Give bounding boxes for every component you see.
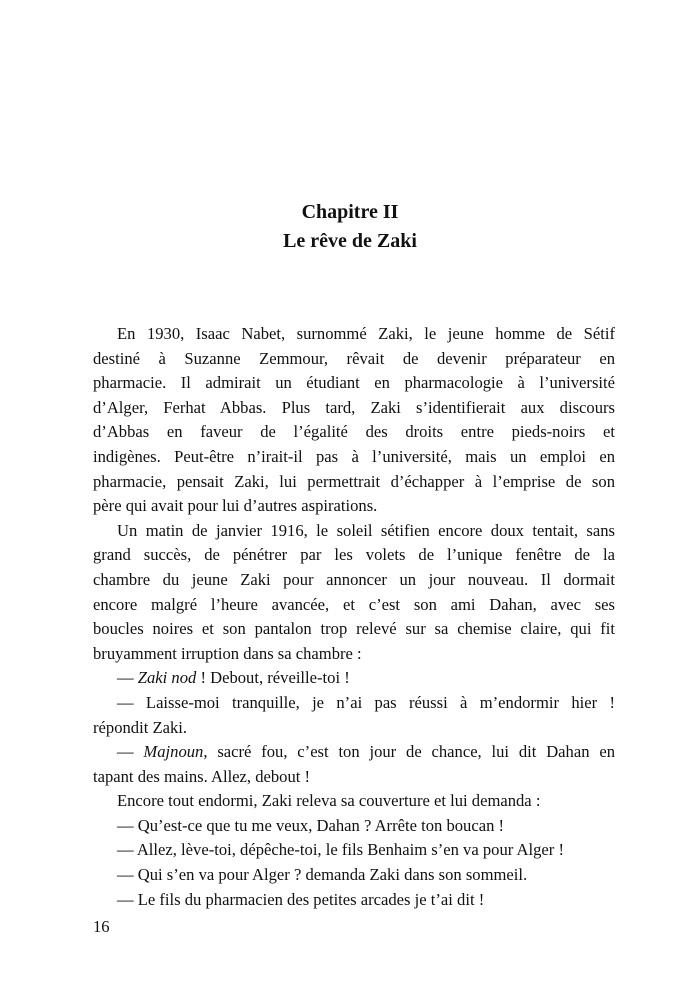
page-number: 16 <box>93 917 110 936</box>
dialogue-dash: — <box>117 742 144 762</box>
text-line: d’Abbas en faveur de l’égalité des droits entre pieds-noirs et <box>93 422 615 442</box>
italic-word: Majnoun <box>143 742 204 762</box>
italic-word: Zaki nod <box>137 668 197 688</box>
body-text <box>93 322 615 912</box>
dialogue-line: — Qui s’en va pour Alger ? demanda Zaki dans son sommeil. <box>117 865 528 885</box>
dialogue-dash: — <box>117 668 138 688</box>
chapter-title: Le rêve de Zaki <box>283 230 417 252</box>
dialogue-text: , sacré fou, c’est ton jour de chance, lui dit Dahan en <box>203 742 615 762</box>
text-line: chambre du jeune Zaki pour annoncer un jour nouveau. Il dormait <box>93 569 615 589</box>
dialogue-line: — Laisse-moi tranquille, je n’ai pas réussi à m’endormir hier ! <box>117 692 615 712</box>
dialogue-line <box>93 666 615 691</box>
dialogue-line: — Allez, lève-toi, dépêche-toi, le fils Benhaim s’en va pour Alger ! <box>117 840 564 860</box>
text-line: pharmacie, pensait Zaki, lui permettrait d’échapper à l’emprise de son <box>93 471 615 491</box>
text-line: tapant des mains. Allez, debout ! <box>93 766 311 786</box>
text-line: destiné à Suzanne Zemmour, rêvait de devenir préparateur en <box>93 348 615 368</box>
text-line: encore malgré l’heure avancée, et c’est son ami Dahan, avec ses <box>93 594 615 614</box>
text-line: bruyamment irruption dans sa chambre : <box>93 643 362 663</box>
text-line: Un matin de janvier 1916, le soleil sétifien encore doux tentait, sans <box>117 520 615 540</box>
text-line: répondit Zaki. <box>93 717 188 737</box>
text-line: Encore tout endormi, Zaki releva sa couverture et lui demanda : <box>117 791 541 811</box>
text-line: boucles noires et son pantalon trop relevé sur sa chemise claire, qui fit <box>93 619 615 639</box>
text-line: d’Alger, Ferhat Abbas. Plus tard, Zaki s’identifierait aux discours <box>93 397 615 417</box>
dialogue-line: — Qu’est-ce que tu me veux, Dahan ? Arrête ton boucan ! <box>117 815 505 835</box>
dialogue-line <box>93 740 615 765</box>
chapter-heading <box>0 198 700 256</box>
text-line: En 1930, Isaac Nabet, surnommé Zaki, le jeune homme de Sétif <box>117 324 615 343</box>
chapter-number: Chapitre II <box>301 201 399 223</box>
dialogue-text: ! Debout, réveille-toi ! <box>196 668 350 688</box>
text-line: grand succès, de pénétrer par les volets de l’unique fenêtre de la <box>93 545 615 565</box>
text-line: indigènes. Peut-être n’irait-il pas à l’université, mais un emploi en <box>93 446 615 466</box>
dialogue-line: — Le fils du pharmacien des petites arcades je t’ai dit ! <box>117 889 485 909</box>
text-line: pharmacie. Il admirait un étudiant en pharmacologie à l’université <box>93 373 615 393</box>
text-line: père qui avait pour lui d’autres aspirations. <box>93 496 378 516</box>
